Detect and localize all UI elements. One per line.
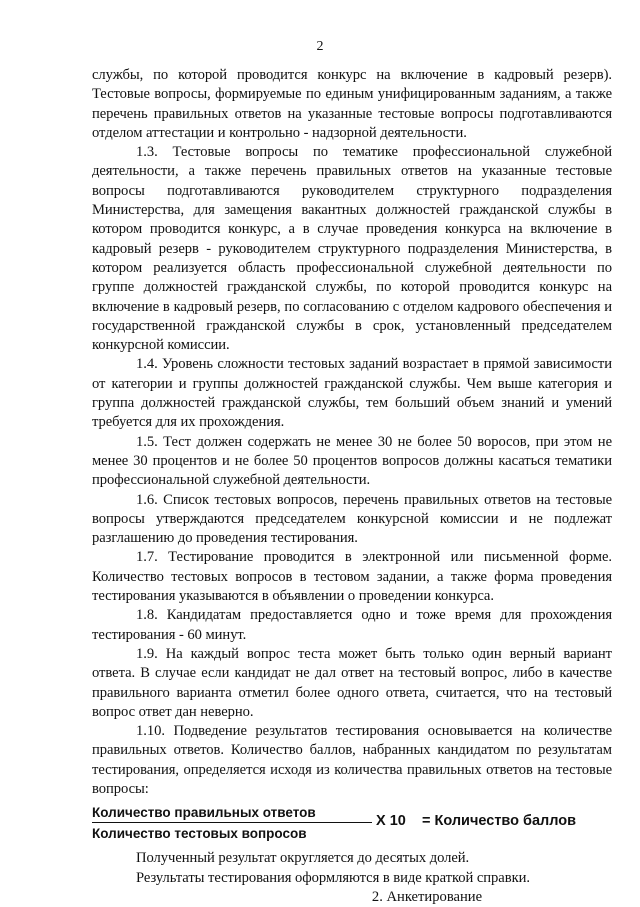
paragraph-1-10: 1.10. Подведение результатов тестирования основывается на количестве правильных ответов. Количество баллов, набранных кандидатом по результатам тестирования, определяется исходя из количества правильных ответов на тестовые вопросы: (92, 723, 612, 797)
formula-denominator: Количество тестовых вопросов (92, 826, 307, 842)
section-heading: 2. Анкетирование (371, 888, 483, 905)
paragraph-rounding: Полученный результат округляется до десятых долей. (136, 850, 470, 867)
paragraph-1-8: 1.8. Кандидатам предоставляется одно и тоже время для прохождения тестирования - 60 минут. (92, 607, 612, 643)
formula-numerator: Количество правильных ответов (92, 805, 316, 821)
formula-multiplier: X 10 (376, 813, 406, 830)
paragraph-continuation: службы, по которой проводится конкурс на включение в кадровый резерв). Тестовые вопросы, формируемые по единым унифицированным заданиям, а также перечень правильных ответов на указанные тестовые вопросы подготавливаются отделом аттестации и контрольно - надзорной деятельности. (92, 67, 612, 141)
paragraph-1-4: 1.4. Уровень сложности тестовых заданий возрастает в прямой зависимости от категории и группы должностей гражданской службы. Чем выше категория и группа должностей гражданской службы, тем больший объем знаний и умений требуется для их прохождения. (92, 356, 612, 431)
paragraph-1-6: 1.6. Список тестовых вопросов, перечень правильных ответов на тестовые вопросы утверждаются председателем конкурсной комиссии и не подлежат разглашению до проведения тестирования. (92, 491, 612, 547)
fraction-line (92, 822, 372, 823)
formula-result: = Количество баллов (422, 813, 577, 830)
paragraph-1-9: 1.9. На каждый вопрос теста может быть только один верный вариант ответа. В случае если кандидат не дал ответ на тестовый вопрос, либо в качестве правильного варианта отметил более одного ответа, считается, что на тестовый вопрос ответ дан неверно. (92, 645, 612, 720)
page-number: 2 (316, 39, 324, 54)
score-formula (92, 805, 612, 847)
paragraph-1-3: 1.3. Тестовые вопросы по тематике профессиональной служебной деятельности, а также перечень правильных ответов на указанные тестовые вопросы подготавливаются руководителем структурного подразделения Министерства, для замещения вакантных должностей гражданской службы в котором проводится конкурс, а в случае проведения конкурса на включение в кадровый резерв - руководителем структурного подразделения Министерства, в котором реализуется область профессиональной служебной деятельности по группе должностей гражданской службы, по которой проводится конкурс на включение в кадровый резерв, по согласованию с отделом кадрового обеспечения и государственной гражданской службы в срок, установленный председателем конкурсной комиссии. (92, 144, 612, 354)
paragraph-1-7: 1.7. Тестирование проводится в электронной или письменной форме. Количество тестовых вопросов в тестовом задании, а также форма проведения тестирования указываются в объявлении о проведении конкурса. (92, 549, 612, 605)
paragraph-report: Результаты тестирования оформляются в виде краткой справки. (136, 869, 530, 886)
paragraph-1-5: 1.5. Тест должен содержать не менее 30 не более 50 воросов, при этом не менее 30 процентов и не более 50 процентов вопросов должны касаться тематики профессиональной служебной деятельности. (92, 433, 612, 489)
document-body (92, 66, 612, 907)
